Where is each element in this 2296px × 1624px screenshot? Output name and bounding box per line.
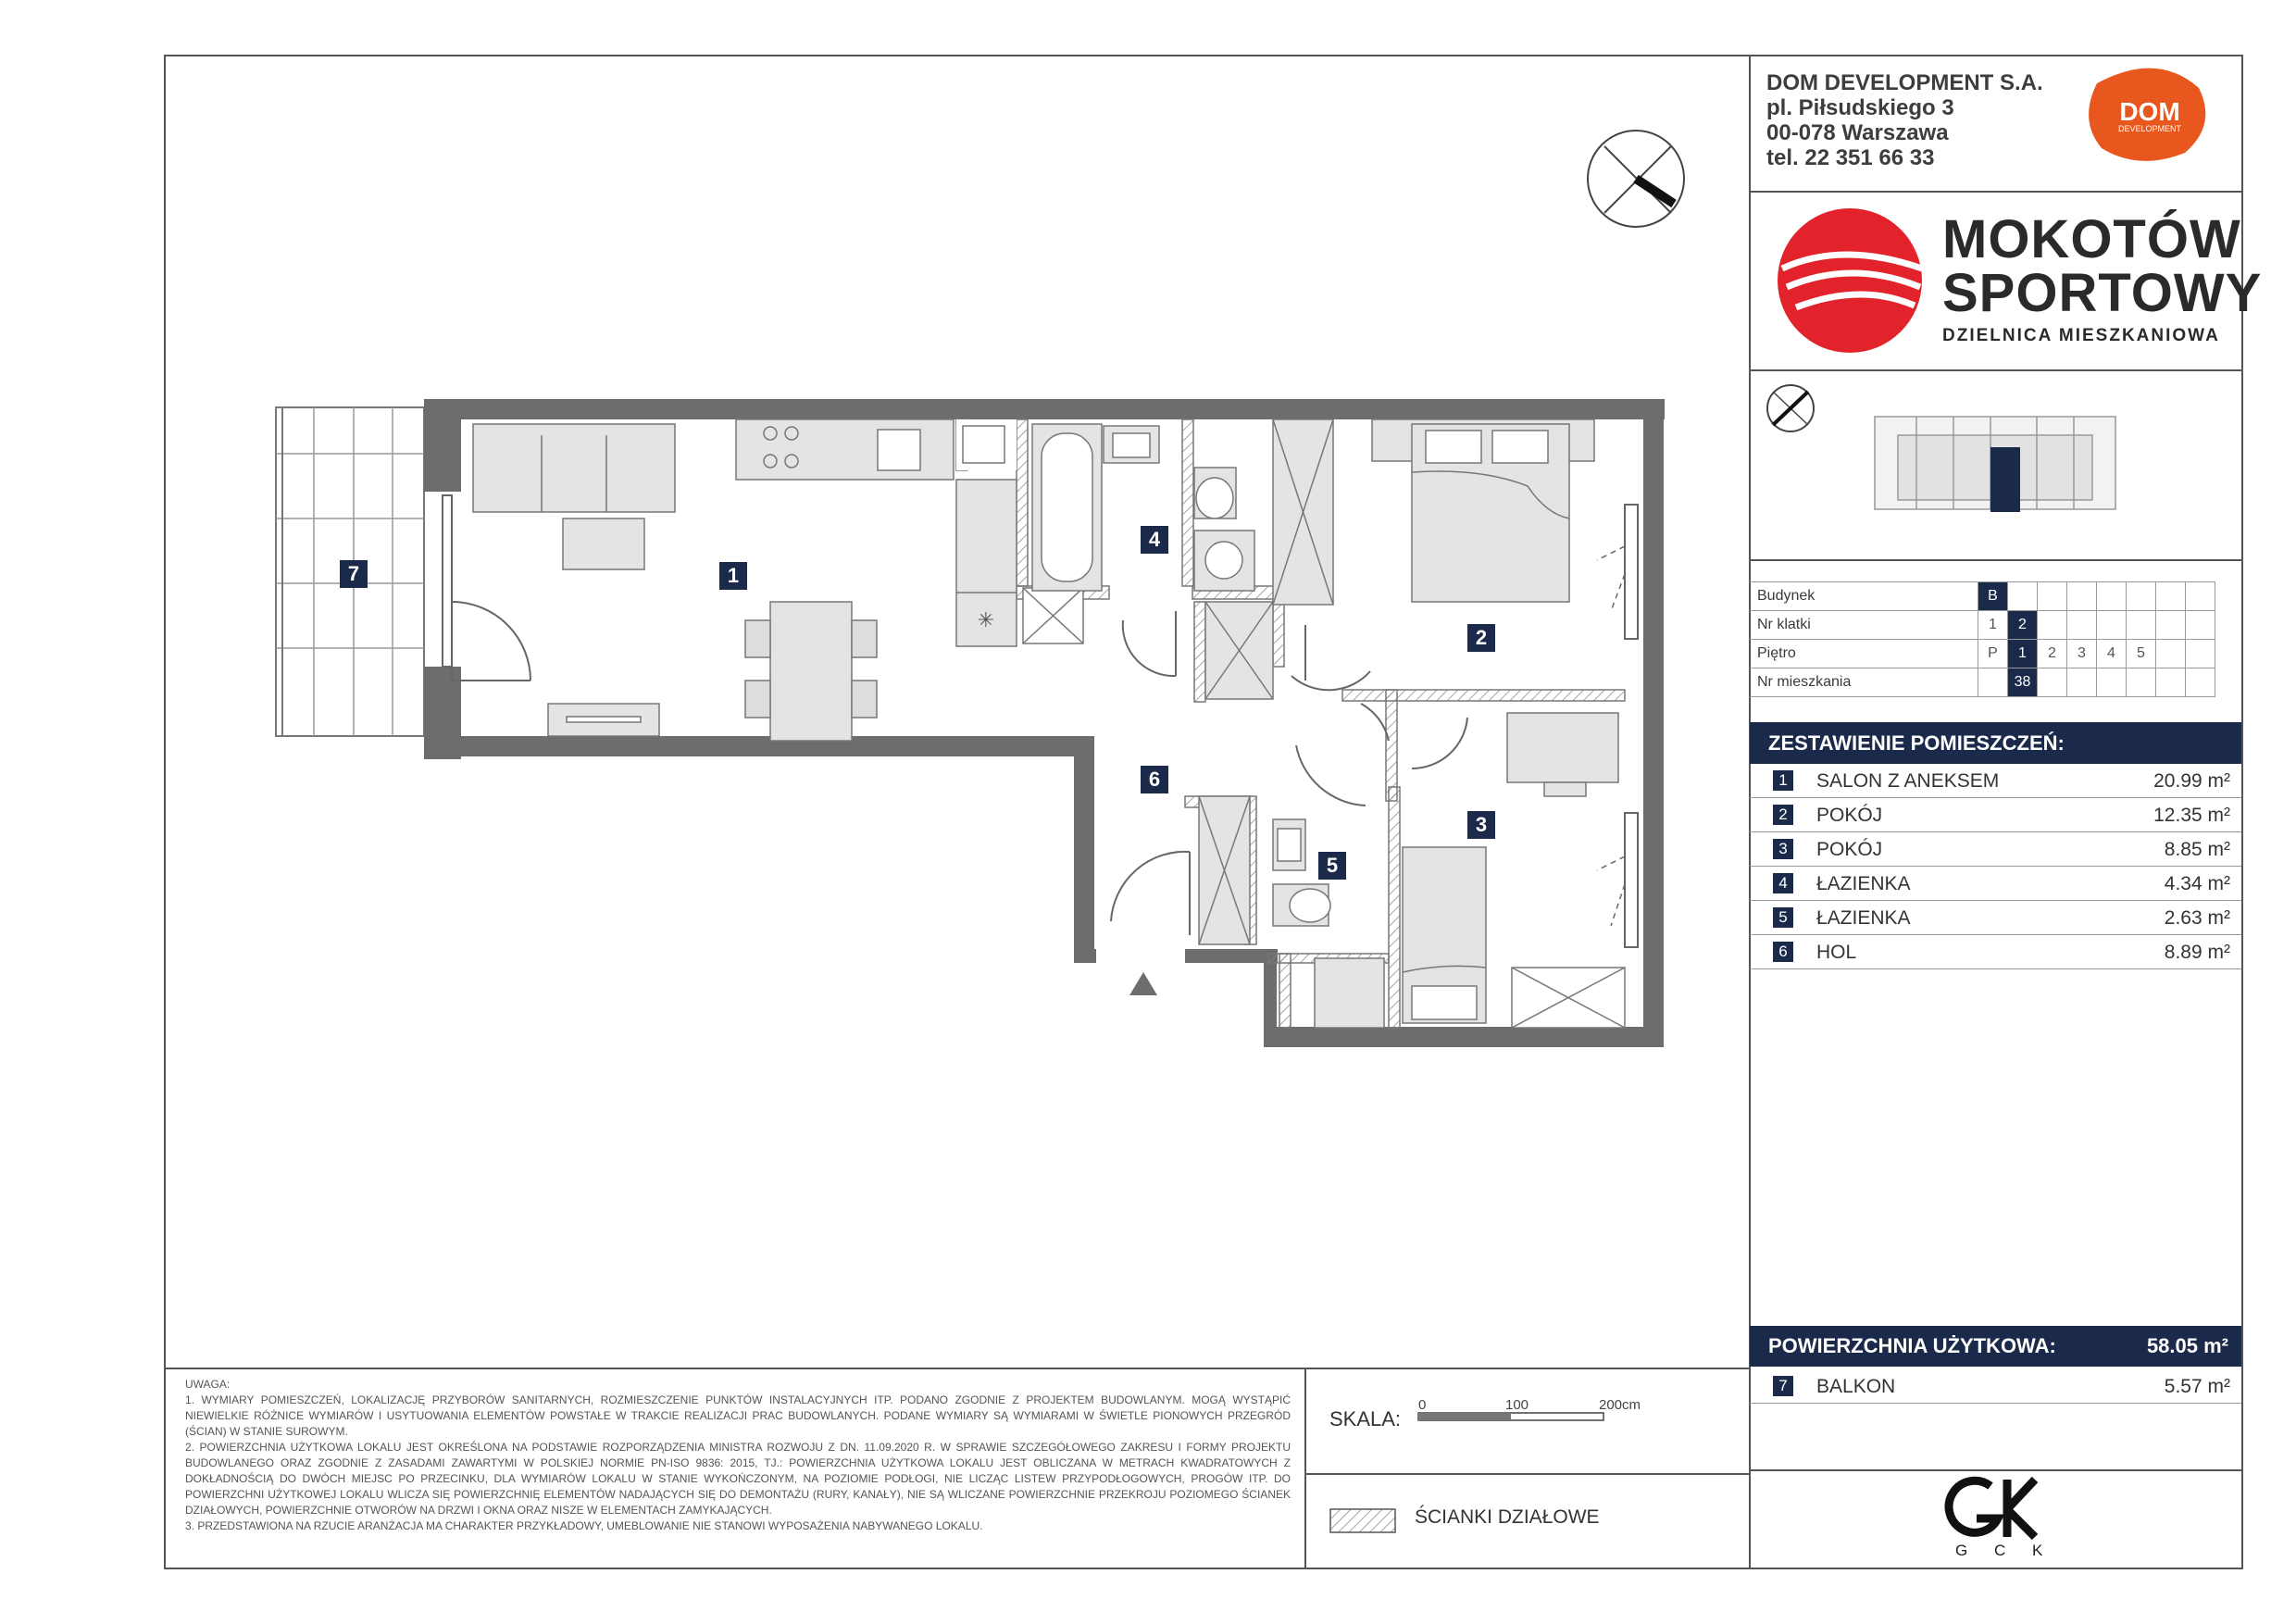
room-number: 3 — [1773, 839, 1793, 859]
room-tag-2: 2 — [1467, 624, 1495, 652]
room-tag-3: 3 — [1467, 811, 1495, 839]
info-cell — [2156, 668, 2186, 697]
apartment-info-table — [1750, 581, 2215, 697]
room-tag-5: 5 — [1318, 852, 1346, 880]
company-city: 00-078 Warszawa — [1766, 120, 1949, 145]
info-row-label: Nr mieszkania — [1750, 668, 1978, 697]
info-row — [1750, 640, 2215, 668]
legend-hatch-swatch — [1330, 1509, 1395, 1532]
info-cell — [2038, 611, 2067, 640]
info-cell: 1 — [1978, 611, 2008, 640]
room-row — [1750, 764, 2241, 798]
bedroom-3-furniture — [1403, 847, 1625, 1028]
room-row — [1750, 867, 2241, 901]
room-area: 2.63 m² — [2164, 907, 2230, 929]
balcony-name: BALKON — [1816, 1376, 1896, 1397]
entrance-marker — [1129, 972, 1157, 995]
info-cell — [2038, 668, 2067, 697]
room-name: POKÓJ — [1816, 805, 1883, 826]
info-cell — [2038, 582, 2067, 611]
room-name: HOL — [1816, 942, 1857, 963]
info-cell — [2186, 611, 2215, 640]
bedroom-2-furniture — [1372, 419, 1618, 796]
info-cell: B — [1978, 582, 2008, 611]
info-row-label: Nr klatki — [1750, 611, 1978, 640]
balcony-row — [1750, 1369, 2241, 1404]
info-cell — [2097, 611, 2127, 640]
info-cell — [2186, 582, 2215, 611]
info-cell: 4 — [2097, 640, 2127, 668]
gck-logo-icon — [1949, 1480, 2035, 1537]
dom-logo-subtext: DEVELOPMENT — [2117, 124, 2181, 133]
info-cell — [2156, 640, 2186, 668]
compass-icon — [1588, 131, 1684, 227]
info-cell — [2067, 668, 2097, 697]
info-cell: 5 — [2127, 640, 2156, 668]
svg-text:✳: ✳ — [977, 609, 995, 632]
total-area-bar — [1750, 1326, 2241, 1367]
info-cell: P — [1978, 640, 2008, 668]
room-name: ŁAZIENKA — [1816, 907, 1911, 929]
scale-bar — [1418, 1413, 1603, 1420]
room-number: 5 — [1773, 907, 1793, 928]
room-row — [1750, 798, 2241, 832]
room-area: 4.34 m² — [2164, 873, 2230, 894]
info-cell — [2127, 668, 2156, 697]
rooms-header: ZESTAWIENIE POMIESZCZEŃ: — [1750, 722, 2241, 764]
info-cell — [2186, 640, 2215, 668]
room-tag-7: 7 — [340, 560, 368, 588]
brand-line-2: SPORTOWY — [1942, 263, 2263, 323]
building-key-plan — [1875, 417, 2115, 512]
bathroom-5-fixtures — [1199, 796, 1384, 1028]
info-cell: 1 — [2008, 640, 2038, 668]
info-row — [1750, 668, 2215, 697]
living-furniture — [473, 419, 1083, 741]
scale-label: SKALA: — [1329, 1407, 1402, 1430]
note-1: 1. WYMIARY POMIESZCZEŃ, LOKALIZACJĘ PRZYBORÓW SANITARNYCH, ROZMIESZCZENIE PUNKTÓW INSTALACYJNYCH ITP. PODANO ZGODNIE Z PROJEKTEM BUDOWLANYM. MOGĄ WYSTĄPIĆ NIEWIELKIE RÓŻNICE WYMIARÓW I USYTUOWANIA ELEMENTÓW POWSTAŁE W TRAKCIE REALIZACJI PRAC BUDOWLANYCH. PODANE WYMIARY SĄ WYMIARAMI W ŚWIETLE PIONOWYCH PRZEGRÓD (ŚCIAN) W STANIE SUROWYM. — [185, 1393, 1291, 1438]
note-3: 3. PRZEDSTAWIONA NA RZUCIE ARANŻACJA MA CHARAKTER PRZYKŁADOWY, UMEBLOWANIE NIE STANOWI WYPOSAŻENIA NABYWANEGO LOKALU. — [185, 1519, 983, 1532]
room-tag-1: 1 — [719, 562, 747, 590]
balcony-num: 7 — [1773, 1376, 1793, 1396]
notes-title: UWAGA: — [185, 1378, 231, 1391]
info-cell — [2156, 582, 2186, 611]
note-2: 2. POWIERZCHNIA UŻYTKOWA LOKALU JEST OKREŚLONA NA PODSTAWIE ROZPORZĄDZENIA MINISTRA ROZWOJU Z DN. 11.09.2020 R. W SPRAWIE SZCZEGÓŁOWEGO ZAKRESU I FORMY PROJEKTU BUDOWLANEGO ORAZ ZGODNIE Z ZASADAMI ZAWARTYMI W POLSKIEJ NORMIE PN-ISO 9836: 2015, TJ.: POWIERZCHNIA UŻYTKOWA LOKALU JEST OBLICZANA W METRACH KWADRATOWYCH Z DOKŁADNOŚCIĄ DO DWÓCH MIEJSC PO PRZECINKU, DLA WYMIARÓW LOKALU W STANIE WYKOŃCZONYM, NA POZIOMIE PODŁOGI, NIE LICZĄC LISTEW PRZYPODŁOGOWYCH, PROGÓW ITP. DO POWIERZCHNI UŻYTKOWEJ LOKALU WLICZA SIĘ POWIERZCHNIĘ ELEMENTÓW NADAJĄCYCH SIĘ DO DEMONTAŻU (RURY, KANAŁY), NIE SĄ WLICZANE POWIERZCHNIE PRZEKROJU POZIOMEGO ŚCIANEK DZIAŁOWYCH, POWIERZCHNIE OTWORÓW NA DRZWI I OKNA ORAZ NISZE W ELEMENTACH ZAMYKAJĄCYCH. — [185, 1441, 1291, 1517]
info-cell: 3 — [2067, 640, 2097, 668]
room-area: 12.35 m² — [2153, 805, 2230, 826]
scale-tick-0: 0 — [1418, 1397, 1427, 1413]
info-row — [1750, 611, 2215, 640]
info-cell — [2097, 668, 2127, 697]
room-number: 2 — [1773, 805, 1793, 825]
compass-small-icon — [1767, 385, 1814, 431]
brand-line-3: DZIELNICA MIESZKANIOWA — [1942, 326, 2220, 345]
room-tag-4: 4 — [1141, 526, 1168, 554]
company-name: DOM DEVELOPMENT S.A. — [1766, 70, 2043, 95]
info-cell — [2097, 582, 2127, 611]
notes-block — [185, 1377, 1291, 1534]
total-area-value: 58.05 m² — [2146, 1334, 2228, 1357]
scale-tick-200: 200cm — [1599, 1397, 1641, 1413]
room-tag-6: 6 — [1141, 766, 1168, 793]
room-row — [1750, 935, 2241, 969]
room-name: POKÓJ — [1816, 839, 1883, 860]
bedroom-2-window — [1597, 505, 1638, 639]
dom-logo-text: DOM — [2119, 97, 2180, 126]
room-number: 6 — [1773, 942, 1793, 962]
total-area-label: POWIERZCHNIA UŻYTKOWA: — [1768, 1334, 2056, 1357]
info-cell — [2156, 611, 2186, 640]
company-street: pl. Piłsudskiego 3 — [1766, 95, 1954, 120]
info-row-label: Budynek — [1750, 582, 1978, 611]
room-number: 1 — [1773, 770, 1793, 791]
balcony-area: 5.57 m² — [2164, 1376, 2230, 1397]
company-address — [1766, 70, 2043, 170]
info-cell: 2 — [2038, 640, 2067, 668]
info-cell — [1978, 668, 2008, 697]
info-row-label: Piętro — [1750, 640, 1978, 668]
room-area: 8.89 m² — [2164, 942, 2230, 963]
brand-line-1: MOKOTÓW — [1942, 209, 2241, 269]
gck-letters: G C K — [1955, 1542, 2054, 1559]
room-area: 20.99 m² — [2153, 770, 2230, 792]
room-name: SALON Z ANEKSEM — [1816, 770, 2000, 792]
room-number: 4 — [1773, 873, 1793, 893]
info-row — [1750, 582, 2215, 611]
company-phone: tel. 22 351 66 33 — [1766, 145, 1935, 170]
info-cell — [2067, 611, 2097, 640]
scale-tick-100: 100 — [1505, 1397, 1529, 1413]
legend-label: ŚCIANKI DZIAŁOWE — [1415, 1506, 1600, 1528]
room-area: 8.85 m² — [2164, 839, 2230, 860]
info-cell — [2127, 611, 2156, 640]
room-row — [1750, 901, 2241, 935]
room-row — [1750, 832, 2241, 867]
info-cell — [2067, 582, 2097, 611]
info-cell — [2127, 582, 2156, 611]
info-cell — [2186, 668, 2215, 697]
room-name: ŁAZIENKA — [1816, 873, 1911, 894]
info-cell: 38 — [2008, 668, 2038, 697]
mokotow-logo-icon — [1778, 208, 1922, 353]
bedroom-3-window — [1597, 813, 1638, 947]
balcony-door — [443, 495, 530, 681]
info-cell: 2 — [2008, 611, 2038, 640]
info-cell — [2008, 582, 2038, 611]
